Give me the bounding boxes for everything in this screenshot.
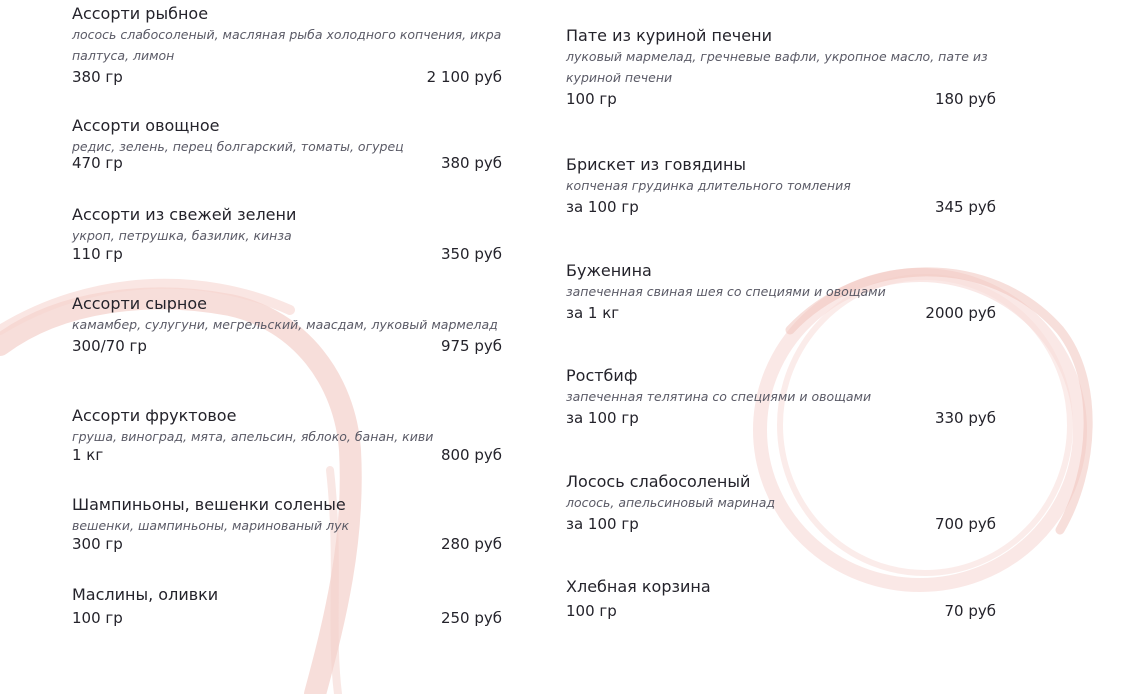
dish-name: Шампиньоны, вешенки соленые <box>72 495 346 514</box>
dish-name: Брискет из говядины <box>566 155 747 174</box>
dish-name: Хлебная корзина <box>566 577 711 596</box>
dish-weight-price-row <box>566 196 996 218</box>
menu-item <box>72 205 502 265</box>
dish-description: укроп, петрушка, базилик, кинза <box>72 228 292 243</box>
dish-price: 345 руб <box>934 198 996 216</box>
dish-name: Ассорти сырное <box>72 294 207 313</box>
dish-price: 2 100 руб <box>426 68 502 86</box>
dish-price: 800 руб <box>440 446 502 464</box>
dish-weight: 1 кг <box>72 446 104 464</box>
dish-weight-price-row <box>72 607 502 629</box>
dish-description: запеченная телятина со специями и овощами <box>566 389 872 404</box>
dish-weight-price-row <box>566 302 996 324</box>
dish-price: 180 руб <box>934 90 996 108</box>
dish-weight-price-row <box>72 152 502 174</box>
dish-name: Ассорти рыбное <box>72 4 209 23</box>
dish-name: Ростбиф <box>566 366 638 385</box>
menu-item <box>566 261 996 324</box>
dish-weight-price-row <box>72 243 502 265</box>
menu-item <box>72 406 502 466</box>
dish-weight: 100 гр <box>566 602 617 620</box>
dish-price: 350 руб <box>440 245 502 263</box>
dish-name: Ассорти овощное <box>72 116 220 135</box>
dish-description: камамбер, сулугуни, мегрельский, маасдам, луковый мармелад <box>72 317 498 332</box>
dish-price: 70 руб <box>944 602 996 620</box>
dish-weight: за 1 кг <box>566 304 620 322</box>
dish-weight-price-row <box>566 513 996 535</box>
menu-item <box>566 366 996 429</box>
dish-weight-price-row <box>72 533 502 555</box>
dish-weight-price-row <box>566 600 996 622</box>
menu-item <box>72 585 502 629</box>
dish-price: 250 руб <box>440 609 502 627</box>
dish-name: Лосось слабосоленый <box>566 472 751 491</box>
menu-item <box>566 26 996 110</box>
dish-name: Буженина <box>566 261 652 280</box>
dish-weight: 100 гр <box>72 609 123 627</box>
dish-price: 975 руб <box>440 337 502 355</box>
menu-item <box>566 577 996 622</box>
menu-item <box>72 116 502 174</box>
dish-description: копченая грудинка длительного томления <box>566 178 851 193</box>
dish-weight: за 100 гр <box>566 515 639 533</box>
dish-weight: 300 гр <box>72 535 123 553</box>
dish-description: луковый мармелад, гречневые вафли, укропное масло, пате из куриной печени <box>566 49 988 85</box>
dish-weight: 110 гр <box>72 245 123 263</box>
dish-weight-price-row <box>72 335 502 357</box>
dish-name: Маслины, оливки <box>72 585 219 604</box>
menu-item <box>566 472 996 535</box>
dish-weight-price-row <box>72 66 502 88</box>
dish-weight: 300/70 гр <box>72 337 147 355</box>
dish-weight: 470 гр <box>72 154 123 172</box>
dish-description: лосось слабосоленый, масляная рыба холодного копчения, икра палтуса, лимон <box>72 27 502 63</box>
dish-price: 380 руб <box>440 154 502 172</box>
dish-price: 280 руб <box>440 535 502 553</box>
dish-weight-price-row <box>566 88 996 110</box>
dish-price: 330 руб <box>934 409 996 427</box>
menu-item <box>566 155 996 218</box>
dish-price: 2000 руб <box>925 304 996 322</box>
dish-weight-price-row <box>566 407 996 429</box>
menu-item <box>72 294 502 357</box>
menu-item <box>72 4 502 88</box>
dish-weight: 100 гр <box>566 90 617 108</box>
dish-weight-price-row <box>72 444 502 466</box>
dish-description: лосось, апельсиновый маринад <box>566 495 775 510</box>
dish-price: 700 руб <box>934 515 996 533</box>
dish-weight: за 100 гр <box>566 409 639 427</box>
dish-name: Ассорти из свежей зелени <box>72 205 297 224</box>
dish-description: вешенки, шампиньоны, маринованый лук <box>72 518 350 533</box>
dish-name: Ассорти фруктовое <box>72 406 237 425</box>
dish-description: редис, зелень, перец болгарский, томаты, огурец <box>72 139 404 154</box>
menu-item <box>72 495 502 555</box>
dish-name: Пате из куриной печени <box>566 26 772 45</box>
dish-weight: 380 гр <box>72 68 123 86</box>
dish-description: запеченная свиная шея со специями и овощами <box>566 284 886 299</box>
dish-weight: за 100 гр <box>566 198 639 216</box>
dish-description: груша, виноград, мята, апельсин, яблоко, банан, киви <box>72 429 434 444</box>
